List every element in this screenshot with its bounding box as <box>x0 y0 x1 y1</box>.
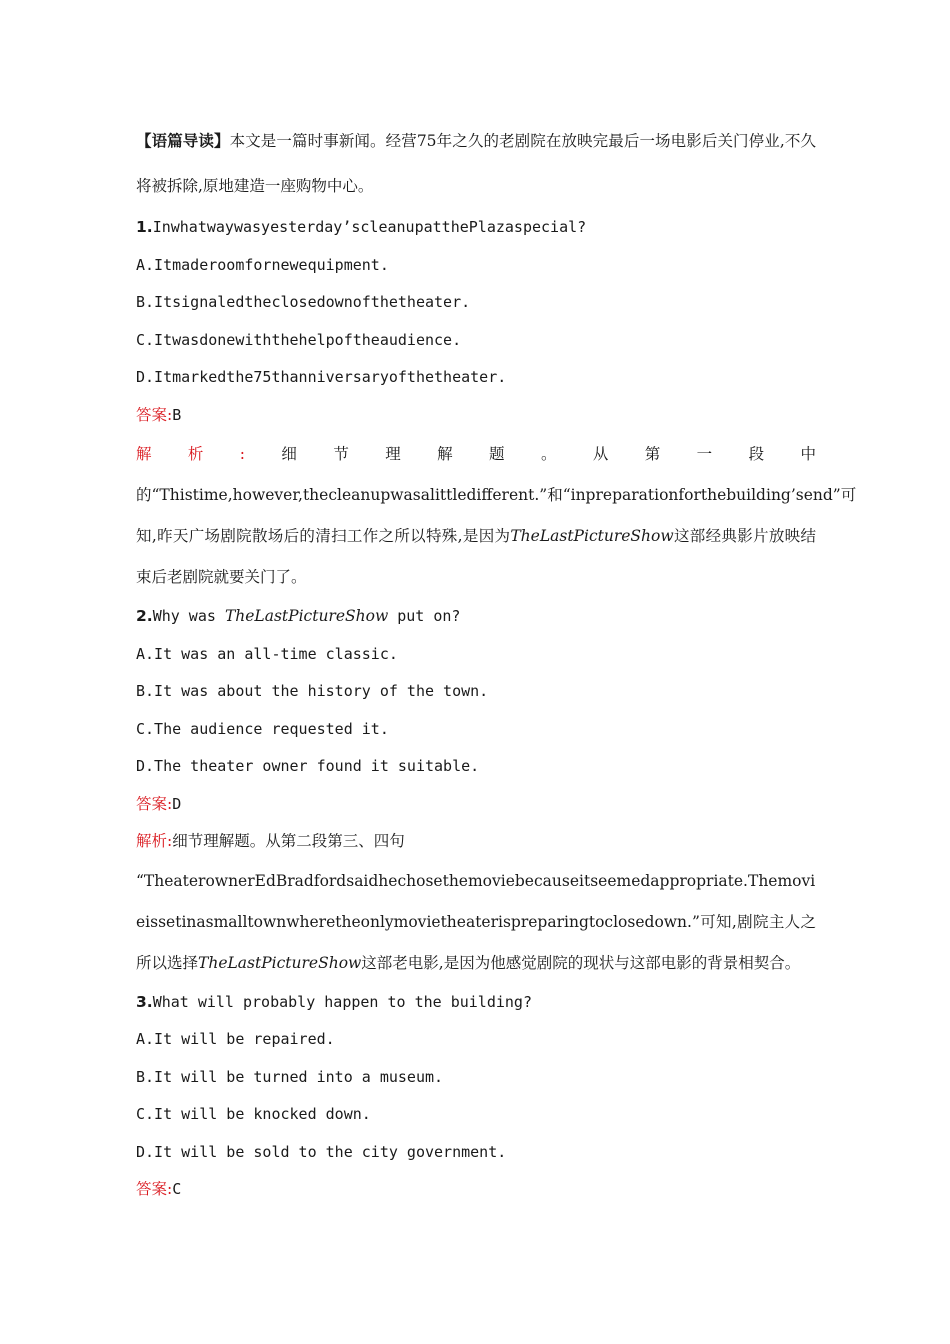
answer-value: C <box>172 1180 182 1198</box>
question-2-analysis <box>136 861 816 984</box>
question-1-option-d: D.Itmarkedthe75thanniversaryofthetheater. <box>136 368 507 386</box>
question-2-option-c: C.The audience requested it. <box>136 719 389 738</box>
analysis-label: 解析: <box>136 445 246 463</box>
reading-guide <box>136 118 816 209</box>
question-number: 2. <box>136 607 153 625</box>
movie-title: TheLastPictureShow <box>224 607 389 625</box>
movie-title: TheLastPictureShow <box>198 953 362 972</box>
question-2-option-a: A.It was an all-time classic. <box>136 644 398 663</box>
answer-value: D <box>172 794 182 813</box>
document-page <box>136 118 857 1209</box>
reading-guide-label: 【语篇导读】 <box>136 131 230 150</box>
question-2-option-b: B.It was about the history of the town. <box>136 682 489 700</box>
question-1-option-a: A.Itmaderoomfornewequipment. <box>136 255 389 274</box>
analysis-text-end: 这部经典影片放映结束后老剧院就要关门了。 <box>136 527 816 586</box>
answer-label: 答案: <box>136 405 173 424</box>
question-1-answer <box>136 397 816 435</box>
question-3-option-c: C.It will be knocked down. <box>136 1105 371 1123</box>
question-3-option-a: A.It will be repaired. <box>136 1030 335 1048</box>
question-3-answer <box>136 1171 816 1209</box>
movie-title: TheLastPictureShow <box>510 527 674 545</box>
question-text: What will probably happen to the building? <box>152 992 532 1011</box>
analysis-intro-text: 细节理解题。从第二段第三、四句 <box>172 832 405 850</box>
question-2-analysis-intro <box>136 823 816 861</box>
analysis-label: 解析: <box>136 832 173 850</box>
question-3-option-b: B.It will be turned into a museum. <box>136 1067 444 1086</box>
question-1-option-c: C.Itwasdonewiththehelpoftheaudience. <box>136 330 462 349</box>
analysis-text-end: 这部老电影,是因为他感觉剧院的现状与这部电影的背景相契合。 <box>361 953 801 972</box>
answer-value: B <box>172 405 182 424</box>
answer-label: 答案: <box>136 794 173 813</box>
question-text: Inwhatwaywasyesterday’scleanupatthePlazaspecial? <box>152 218 587 236</box>
question-1-stem <box>136 209 816 247</box>
question-text: Why was <box>152 607 225 625</box>
question-2-stem <box>136 598 816 636</box>
question-1-analysis <box>136 434 857 598</box>
question-2-option-d: D.The theater owner found it suitable. <box>136 757 480 775</box>
question-text-end: put on? <box>388 607 461 625</box>
question-3-option-d: D.It will be sold to the city government. <box>136 1142 507 1161</box>
answer-label: 答案: <box>136 1180 173 1198</box>
question-number: 1. <box>136 218 153 236</box>
question-2-answer <box>136 786 816 824</box>
question-3-stem <box>136 984 816 1022</box>
analysis-text: “TheaterownerEdBradfordsaidhechosethemoviebecauseitseemedappropriate.Themovieissetinasmalltownwheretheonlymovietheaterispreparingtoclosedown.”可知,剧院主人之所以选择 <box>136 871 816 972</box>
question-number: 3. <box>136 992 153 1011</box>
reading-guide-text: 本文是一篇时事新闻。经营75年之久的老剧院在放映完最后一场电影后关门停业,不久将被拆除,原地建造一座购物中心。 <box>136 132 816 195</box>
question-1-option-b: B.Itsignaledtheclosedownofthetheater. <box>136 293 471 311</box>
analysis-text: 细节理解题。从第一段中的“Thistime,however,thecleanupwasalittledifferent.”和“inpreparationforthebuilding’send”可知,昨天广场剧院散场后的清扫工作之所以特殊,是因为 <box>136 445 857 545</box>
